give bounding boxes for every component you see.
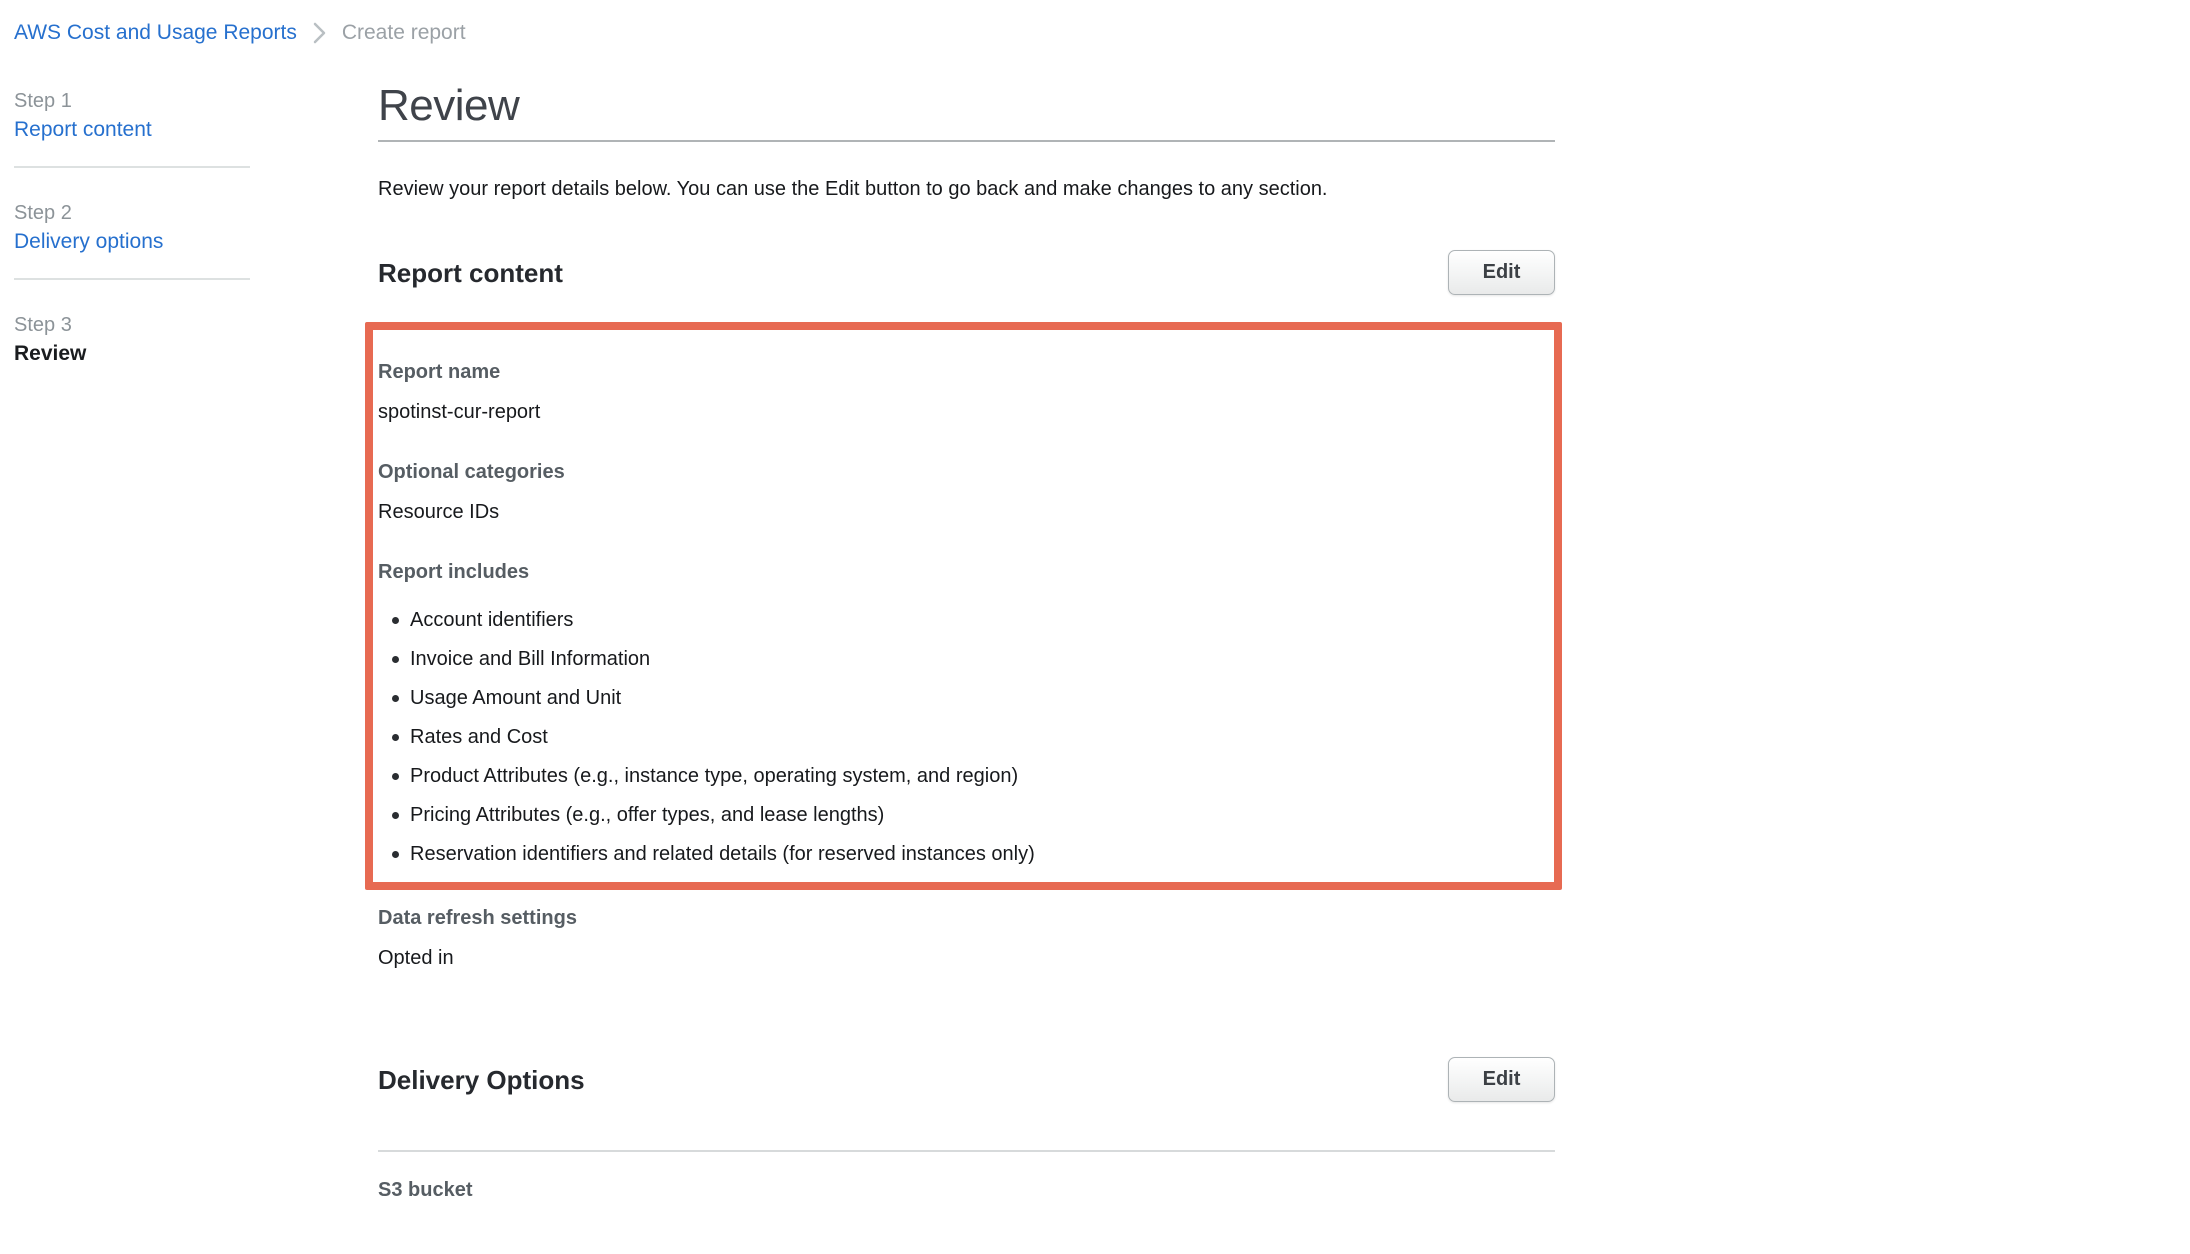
edit-report-content-button[interactable]: Edit xyxy=(1448,250,1555,295)
report-includes-item: Invoice and Bill Information xyxy=(378,647,1555,671)
field-label: Optional categories xyxy=(378,461,565,483)
report-includes-item: Reservation identifiers and related details (for reserved instances only) xyxy=(378,842,1555,866)
field-value: spotinst-cur-report xyxy=(378,401,541,423)
field-report-name xyxy=(378,360,1555,424)
report-includes-item: Account identifiers xyxy=(378,608,1555,632)
breadcrumb xyxy=(14,20,466,46)
report-includes-label: Report includes xyxy=(378,561,530,583)
section-title-report-content: Report content xyxy=(378,257,563,288)
sidebar-step-delivery-options[interactable]: Delivery options xyxy=(14,230,164,253)
main-content xyxy=(378,81,1555,1202)
delivery-options-divider xyxy=(378,1150,1555,1152)
field-data-refresh-settings xyxy=(378,906,1555,970)
step-3 xyxy=(14,314,250,365)
report-includes-item: Usage Amount and Unit xyxy=(378,686,1555,710)
s3-bucket-label: S3 bucket xyxy=(378,1179,473,1201)
report-includes-item: Rates and Cost xyxy=(378,725,1555,749)
title-divider xyxy=(378,140,1555,142)
step-2 xyxy=(14,202,250,253)
step-2-number: Step 2 xyxy=(14,202,72,224)
edit-delivery-options-button[interactable]: Edit xyxy=(1448,1057,1555,1102)
field-value: Opted in xyxy=(378,947,454,969)
step-3-number: Step 3 xyxy=(14,314,72,336)
steps-sidebar xyxy=(14,90,250,365)
step-1 xyxy=(14,90,250,141)
section-title-delivery-options: Delivery Options xyxy=(378,1064,585,1095)
page-description: Review your report details below. You can use the Edit button to go back and make changes to any section. xyxy=(378,178,1328,200)
field-label: Report name xyxy=(378,361,501,383)
report-content-header xyxy=(378,250,1555,295)
report-includes-item: Pricing Attributes (e.g., offer types, and lease lengths) xyxy=(378,803,1555,827)
divider xyxy=(14,166,250,168)
breadcrumb-link-cost-usage-reports[interactable]: AWS Cost and Usage Reports xyxy=(14,21,297,44)
field-label: Data refresh settings xyxy=(378,907,577,929)
delivery-options-header xyxy=(378,1057,1555,1102)
chevron-right-icon xyxy=(313,22,326,44)
report-includes-item: Product Attributes (e.g., instance type, operating system, and region) xyxy=(378,764,1555,788)
divider xyxy=(14,278,250,280)
step-1-number: Step 1 xyxy=(14,90,72,112)
field-optional-categories xyxy=(378,460,1555,524)
breadcrumb-current: Create report xyxy=(341,21,466,44)
sidebar-step-review-current: Review xyxy=(14,342,87,365)
field-value: Resource IDs xyxy=(378,501,500,523)
page-title: Review xyxy=(378,81,520,130)
report-includes-list xyxy=(378,608,1555,866)
sidebar-step-report-content[interactable]: Report content xyxy=(14,118,152,141)
